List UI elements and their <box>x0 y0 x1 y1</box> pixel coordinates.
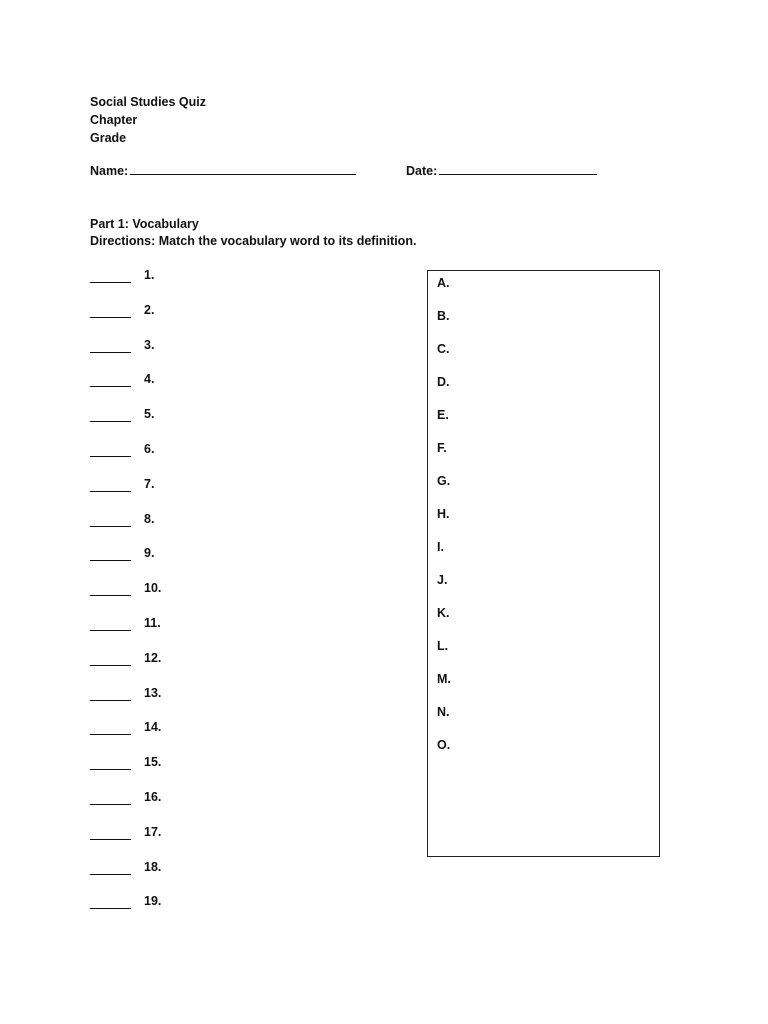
definition-item: H. <box>437 507 450 521</box>
question-row <box>90 686 210 704</box>
question-number: 13. <box>144 685 162 700</box>
question-row <box>90 894 210 912</box>
answer-blank-line[interactable] <box>90 760 131 770</box>
definition-item: N. <box>437 705 450 719</box>
question-number: 15. <box>144 755 162 770</box>
answer-blank-line[interactable] <box>90 551 131 561</box>
quiz-title: Social Studies Quiz <box>90 95 206 109</box>
definition-item: E. <box>437 408 449 422</box>
question-number: 4. <box>144 372 155 387</box>
question-row <box>90 372 210 390</box>
answer-blank-line[interactable] <box>90 586 131 596</box>
question-number: 8. <box>144 511 155 526</box>
question-row <box>90 477 210 495</box>
question-row <box>90 407 210 425</box>
question-row <box>90 720 210 738</box>
question-number: 2. <box>144 302 155 317</box>
answer-blank-line[interactable] <box>90 412 131 422</box>
answer-blank-line[interactable] <box>90 725 131 735</box>
answer-blank-line[interactable] <box>90 691 131 701</box>
question-row <box>90 546 210 564</box>
question-number: 5. <box>144 407 155 422</box>
question-row <box>90 755 210 773</box>
question-row <box>90 651 210 669</box>
question-row <box>90 790 210 808</box>
answer-blank-line[interactable] <box>90 377 131 387</box>
part1-directions: Directions: Match the vocabulary word to its definition. <box>90 234 417 248</box>
question-number: 7. <box>144 476 155 491</box>
chapter-label: Chapter <box>90 113 138 127</box>
question-number: 3. <box>144 337 155 352</box>
answer-blank-line[interactable] <box>90 865 131 875</box>
part1-heading: Part 1: Vocabulary <box>90 217 199 231</box>
definition-item: A. <box>437 276 450 290</box>
answer-blank-line[interactable] <box>90 621 131 631</box>
definition-item: L. <box>437 639 449 653</box>
question-number: 19. <box>144 894 162 909</box>
question-number: 10. <box>144 581 162 596</box>
question-number: 12. <box>144 650 162 665</box>
question-row <box>90 268 210 286</box>
question-number: 1. <box>144 268 155 282</box>
question-row <box>90 303 210 321</box>
answer-blank-line[interactable] <box>90 795 131 805</box>
definition-item: I. <box>437 540 444 554</box>
answer-blank-line[interactable] <box>90 447 131 457</box>
question-number: 11. <box>144 616 161 630</box>
definition-item: K. <box>437 606 450 620</box>
answer-blank-line[interactable] <box>90 517 131 527</box>
question-number: 14. <box>144 720 162 735</box>
answer-blank-line[interactable] <box>90 273 131 283</box>
answer-blank-line[interactable] <box>90 482 131 492</box>
definition-box <box>427 270 660 857</box>
question-row <box>90 512 210 530</box>
name-blank-line[interactable] <box>130 162 356 175</box>
definition-item: J. <box>437 573 448 587</box>
date-label: Date: <box>406 164 438 178</box>
answer-blank-line[interactable] <box>90 308 131 318</box>
name-label: Name: <box>90 164 129 178</box>
definition-item: G. <box>437 474 451 488</box>
question-row <box>90 860 210 878</box>
question-row <box>90 825 210 843</box>
definition-item: C. <box>437 342 450 356</box>
definition-item: O. <box>437 738 451 752</box>
question-number: 9. <box>144 546 155 561</box>
question-number: 16. <box>144 790 162 804</box>
definition-item: D. <box>437 375 450 389</box>
date-field-row <box>406 162 597 178</box>
name-field-row <box>90 162 356 178</box>
question-row <box>90 616 210 634</box>
grade-label: Grade <box>90 131 127 145</box>
date-blank-line[interactable] <box>439 162 597 175</box>
question-number: 18. <box>144 859 162 874</box>
answer-blank-line[interactable] <box>90 656 131 666</box>
definition-item: M. <box>437 672 451 686</box>
definition-item: B. <box>437 309 450 323</box>
question-row <box>90 442 210 460</box>
answer-blank-line[interactable] <box>90 899 131 909</box>
answer-blank-line[interactable] <box>90 343 131 353</box>
question-row <box>90 581 210 599</box>
question-number: 17. <box>144 824 162 839</box>
question-row <box>90 338 210 356</box>
answer-blank-line[interactable] <box>90 830 131 840</box>
definition-item: F. <box>437 441 447 455</box>
question-number: 6. <box>144 442 155 456</box>
